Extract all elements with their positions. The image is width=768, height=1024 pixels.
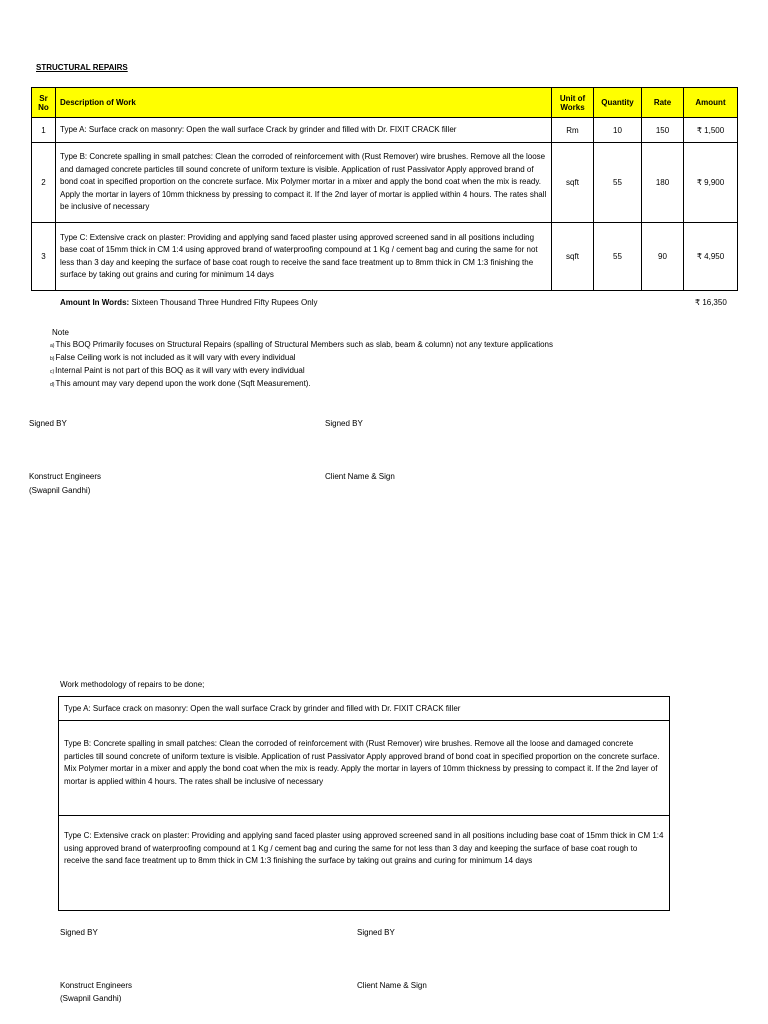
client-sign-label: Client Name & Sign xyxy=(357,981,427,990)
cell-quantity: 55 xyxy=(594,143,642,223)
cell-rate: 90 xyxy=(642,223,684,291)
methodology-type-b: Type B: Concrete spalling in small patches: Clean the corroded of reinforcement with (Rust Remover) wire brushes. Remove all the loose and damaged concrete particles till sound concrete of uniform texture is visible. Application of rust Passivator Apply approved brand of bond coat in specified proportion on the concrete surface. Mix Polymer mortar in a mixer and apply the bond coat when the mix is ready. Apply the mortar in layers of 10mm thickness by pressing to compact it. If the 2nd layer of mortar is applied within 4 hours. The rates shall be inclusive of necessary xyxy=(58,720,670,816)
cell-description: Type C: Extensive crack on plaster: Providing and applying sand faced plaster using approved screened sand in all positions including base coat of 15mm thick in CM 1:4 using approved brand of waterproofing compound at 1 Kg / cement bag and curing the same for not less than 3 day and keeping the surface of base coat rough to receive the sand face treatment up to 8mm thick in CM 1:3 finishing the surface by taking out grains and curing for minimum 14 days xyxy=(56,223,552,291)
note-item xyxy=(50,340,553,349)
note-item xyxy=(50,353,296,362)
methodology-title: Work methodology of repairs to be done; xyxy=(60,680,205,689)
note-text: Internal Paint is not part of this BOQ as it will vary with every individual xyxy=(55,366,305,375)
cell-sr: 2 xyxy=(32,143,56,223)
cell-sr: 3 xyxy=(32,223,56,291)
company-name: Konstruct Engineers xyxy=(60,981,133,990)
cell-amount: ₹ 1,500 xyxy=(684,118,738,143)
signed-by-right: Signed BY xyxy=(357,928,395,937)
cell-quantity: 55 xyxy=(594,223,642,291)
cell-sr: 1 xyxy=(32,118,56,143)
methodology-type-a: Type A: Surface crack on masonry: Open the wall surface Crack by grinder and filled with Dr. FIXIT CRACK filler xyxy=(58,696,670,721)
cell-amount: ₹ 9,900 xyxy=(684,143,738,223)
signatory-name: (Swapnil Gandhi) xyxy=(29,486,91,495)
signed-by-right: Signed BY xyxy=(325,419,363,428)
header-description: Description of Work xyxy=(56,88,552,118)
note-title: Note xyxy=(52,328,69,337)
company-name: Konstruct Engineers xyxy=(29,472,102,481)
header-unit: Unit of Works xyxy=(552,88,594,118)
note-item xyxy=(50,366,305,375)
table-row xyxy=(32,118,738,143)
note-index: b) xyxy=(50,356,55,362)
header-amount: Amount xyxy=(684,88,738,118)
signed-by-left: Signed BY xyxy=(60,928,98,937)
cell-unit: sqft xyxy=(552,223,594,291)
note-text: This amount may vary depend upon the work done (Sqft Measurement). xyxy=(55,379,311,388)
note-text: False Ceiling work is not included as it will vary with every individual xyxy=(55,353,296,362)
header-rate: Rate xyxy=(642,88,684,118)
note-index: a) xyxy=(50,343,55,349)
amount-in-words-label: Amount In Words: xyxy=(60,298,130,307)
cell-quantity: 10 xyxy=(594,118,642,143)
amount-in-words-value: Sixteen Thousand Three Hundred Fifty Rupees Only xyxy=(131,298,318,307)
note-item xyxy=(50,379,311,388)
cell-rate: 150 xyxy=(642,118,684,143)
cell-description: Type B: Concrete spalling in small patches: Clean the corroded of reinforcement with (Rust Remover) wire brushes. Remove all the loose and damaged concrete particles till sound concrete of uniform texture is visible. Application of rust Passivator Apply approved brand of bond coat in specified proportion on the concrete surface. Mix Polymer mortar in a mixer and apply the bond coat when the mix is ready. Apply the mortar in layers of 10mm thickness by pressing to compact it. If the 2nd layer of mortar is applied within 4 hours. The rates shall be inclusive of necessary xyxy=(56,143,552,223)
total-amount: ₹ 16,350 xyxy=(695,298,727,307)
client-sign-label: Client Name & Sign xyxy=(325,472,395,481)
note-text: This BOQ Primarily focuses on Structural Repairs (spalling of Structural Members such as slab, beam & column) not any texture applications xyxy=(55,340,553,349)
note-index: d) xyxy=(50,382,55,388)
cell-unit: sqft xyxy=(552,143,594,223)
signed-by-left: Signed BY xyxy=(29,419,67,428)
cell-amount: ₹ 4,950 xyxy=(684,223,738,291)
section-title: STRUCTURAL REPAIRS xyxy=(36,63,128,72)
amount-in-words xyxy=(60,298,317,307)
cell-description: Type A: Surface crack on masonry: Open the wall surface Crack by grinder and filled with Dr. FIXIT CRACK filler xyxy=(56,118,552,143)
cell-rate: 180 xyxy=(642,143,684,223)
signatory-name: (Swapnil Gandhi) xyxy=(60,994,122,1003)
note-index: c) xyxy=(50,369,55,375)
cell-unit: Rm xyxy=(552,118,594,143)
header-quantity: Quantity xyxy=(594,88,642,118)
header-sr-no: Sr No xyxy=(32,88,56,118)
table-row xyxy=(32,143,738,223)
methodology-type-c: Type C: Extensive crack on plaster: Providing and applying sand faced plaster using approved screened sand in all positions including base coat of 15mm thick in CM 1:4 using approved brand of waterproofing compound at 1 Kg / cement bag and curing the same for not less than 3 day and keeping the surface of base coat rough to receive the sand face treatment up to 8mm thick in CM 1:3 finishing the surface by taking out grains and curing for minimum 14 days xyxy=(58,815,670,911)
table-row xyxy=(32,223,738,291)
boq-table xyxy=(31,87,738,291)
table-header-row xyxy=(32,88,738,118)
